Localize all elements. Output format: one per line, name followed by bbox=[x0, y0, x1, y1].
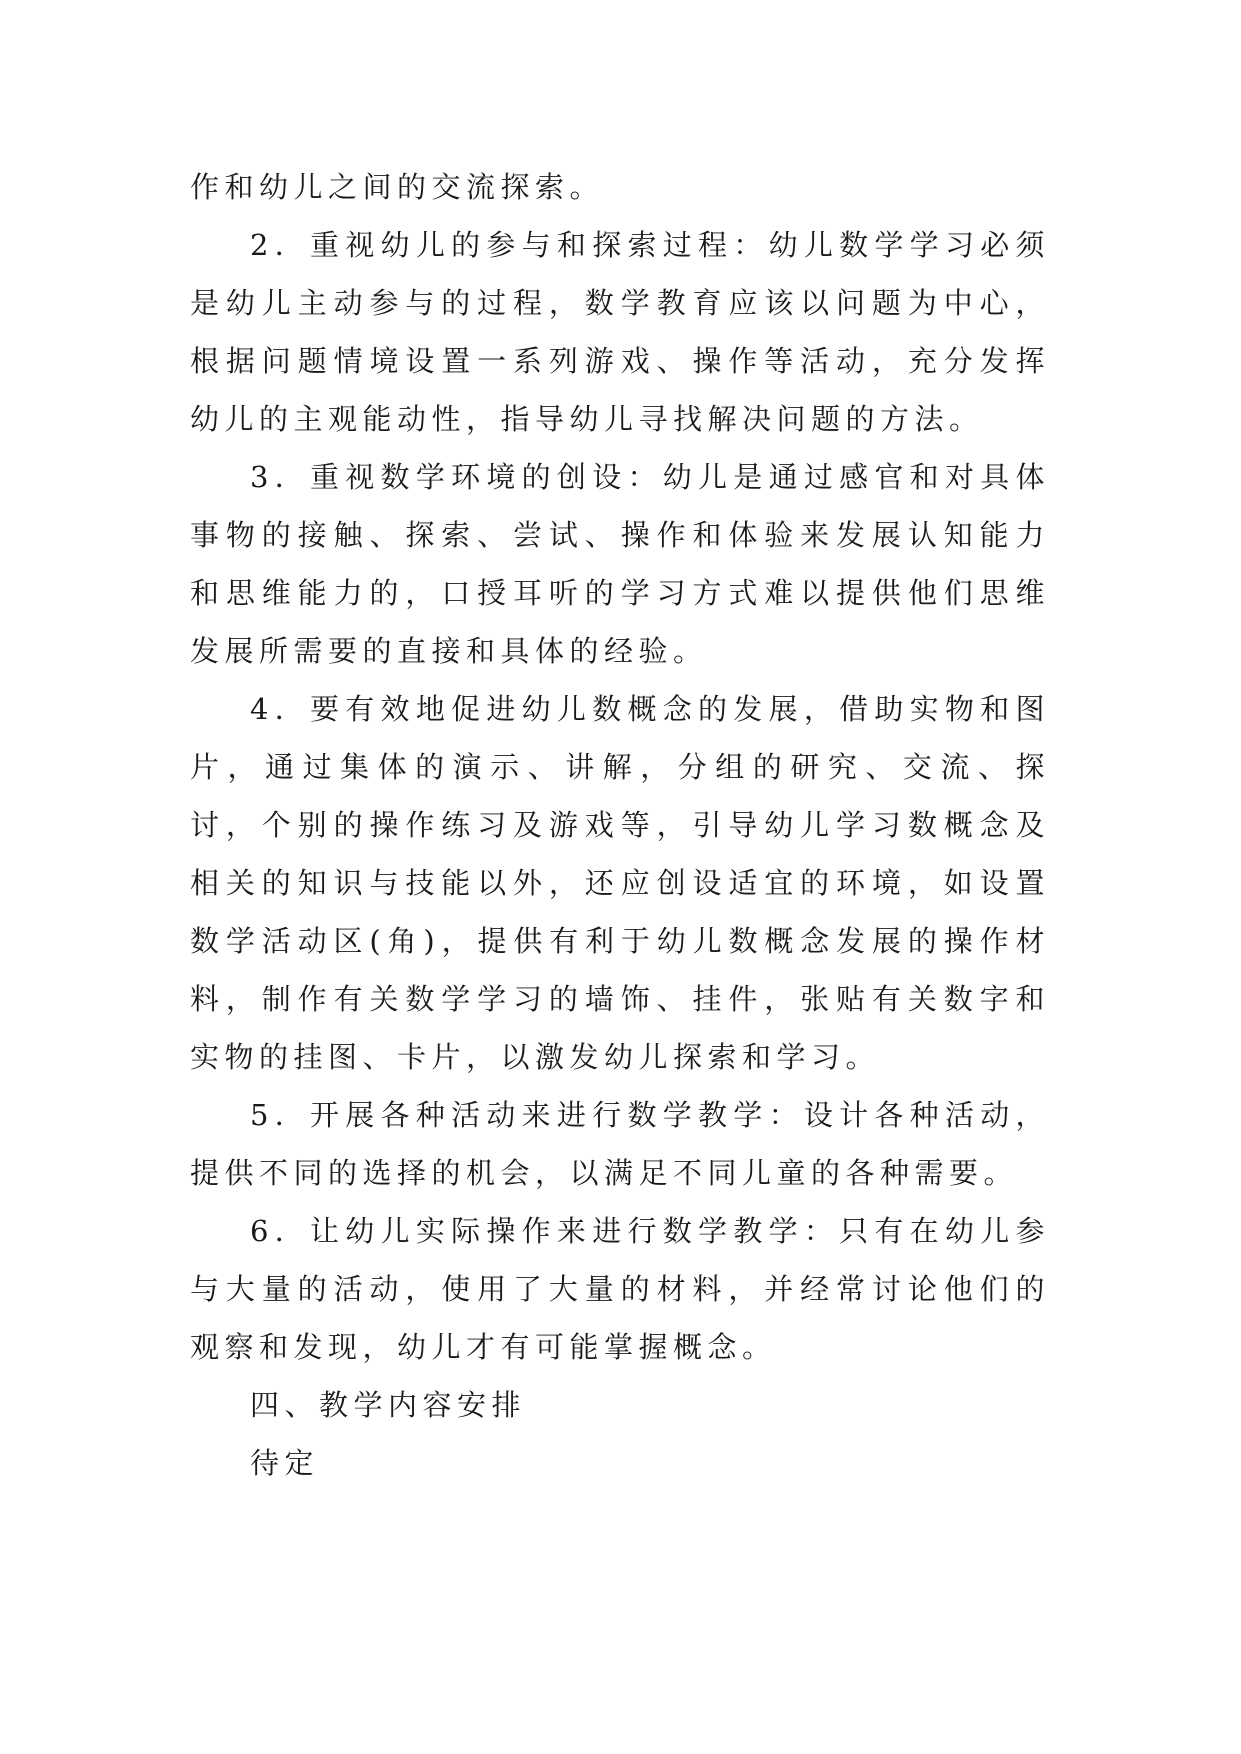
section-heading: 四、教学内容安排 bbox=[250, 1388, 527, 1422]
section-content: 待定 bbox=[250, 1446, 320, 1480]
paragraph-item-6: 6．让幼儿实际操作来进行数学教学：只有在幼儿参与大量的活动，使用了大量的材料，并经常讨论他们的观察和发现，幼儿才有可能掌握概念。 bbox=[190, 1214, 1050, 1364]
paragraph-item-3: 3．重视数学环境的创设：幼儿是通过感官和对具体事物的接触、探索、尝试、操作和体验来发展认知能力和思维能力的，口授耳听的学习方式难以提供他们思维发展所需要的直接和具体的经验。 bbox=[190, 460, 1050, 668]
paragraph-item-5: 5．开展各种活动来进行数学教学：设计各种活动，提供不同的选择的机会，以满足不同儿童的各种需要。 bbox=[190, 1098, 1050, 1190]
paragraph-item-2: 2．重视幼儿的参与和探索过程：幼儿数学学习必须是幼儿主动参与的过程，数学教育应该以问题为中心，根据问题情境设置一系列游戏、操作等活动，充分发挥幼儿的主观能动性，指导幼儿寻找解决问题的方法。 bbox=[190, 228, 1050, 436]
paragraph-item-4: 4．要有效地促进幼儿数概念的发展，借助实物和图片，通过集体的演示、讲解，分组的研究、交流、探讨，个别的操作练习及游戏等，引导幼儿学习数概念及相关的知识与技能以外，还应创设适宜的环境，如设置数学活动区(角)，提供有利于幼儿数概念发展的操作材料，制作有关数学学习的墙饰、挂件，张贴有关数字和实物的挂图、卡片，以激发幼儿探索和学习。 bbox=[190, 692, 1050, 1074]
document-body bbox=[190, 158, 1050, 1492]
paragraph-continuation: 作和幼儿之间的交流探索。 bbox=[190, 170, 605, 204]
